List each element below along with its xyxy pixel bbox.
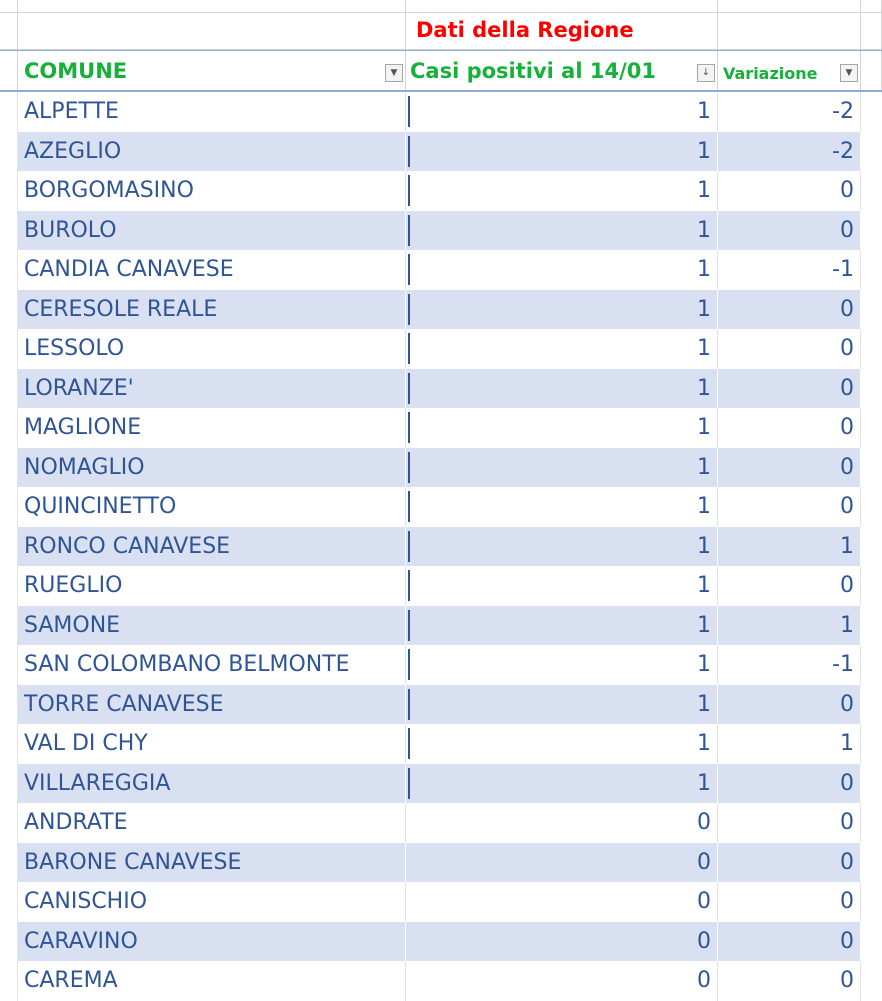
comune-name: LORANZE' <box>24 375 134 401</box>
variazione-cell[interactable] <box>718 329 861 369</box>
cell[interactable] <box>861 606 882 646</box>
cell[interactable] <box>0 527 18 567</box>
casi-value: 1 <box>697 494 711 519</box>
variazione-value: 0 <box>840 691 854 717</box>
table-row <box>0 922 882 962</box>
comune-name: CARAVINO <box>24 928 138 954</box>
cell[interactable] <box>0 843 18 883</box>
cell[interactable] <box>0 329 18 369</box>
variazione-cell[interactable] <box>718 250 861 290</box>
variazione-value: 0 <box>840 573 854 598</box>
variazione-cell[interactable] <box>718 369 861 409</box>
casi-value: 1 <box>697 731 711 756</box>
cell[interactable] <box>861 51 882 90</box>
cell[interactable] <box>18 0 406 12</box>
cell[interactable] <box>861 290 882 330</box>
cell[interactable] <box>0 171 18 211</box>
variazione-value: 1 <box>840 731 854 756</box>
cell[interactable] <box>0 882 18 922</box>
cell[interactable] <box>0 211 18 251</box>
casi-cell[interactable] <box>406 92 718 132</box>
variazione-cell[interactable] <box>718 843 861 883</box>
cell[interactable] <box>0 92 18 132</box>
casi-value: 1 <box>697 691 711 717</box>
header-variazione[interactable] <box>718 51 861 90</box>
casi-value: 1 <box>697 99 711 124</box>
comune-cell[interactable] <box>18 645 406 685</box>
cell[interactable] <box>0 566 18 606</box>
header-variazione-label: Variazione <box>723 64 818 83</box>
cell[interactable] <box>861 882 882 922</box>
comune-name: BUROLO <box>24 217 117 243</box>
variazione-cell[interactable] <box>718 724 861 764</box>
comune-name: SAMONE <box>24 612 121 638</box>
casi-cell[interactable] <box>406 448 718 488</box>
variazione-value: -1 <box>832 257 854 282</box>
casi-cell[interactable] <box>406 132 718 172</box>
cell[interactable] <box>0 290 18 330</box>
variazione-cell[interactable] <box>718 527 861 567</box>
cell[interactable] <box>861 0 882 12</box>
variazione-cell[interactable] <box>718 290 861 330</box>
cell[interactable] <box>861 408 882 448</box>
data-bar-marker <box>408 254 410 285</box>
cell[interactable] <box>0 487 18 527</box>
casi-cell[interactable] <box>406 329 718 369</box>
cell[interactable] <box>861 171 882 211</box>
cell[interactable] <box>0 448 18 488</box>
casi-cell[interactable] <box>406 606 718 646</box>
variazione-cell[interactable] <box>718 803 861 843</box>
cell[interactable] <box>0 724 18 764</box>
region-title-row <box>0 12 882 50</box>
casi-cell[interactable] <box>406 843 718 883</box>
comune-name: VILLAREGGIA <box>24 770 171 796</box>
header-casi-label: Casi positivi al 14/01 <box>410 59 656 83</box>
comune-name: LESSOLO <box>24 336 125 361</box>
comune-cell[interactable] <box>18 448 406 488</box>
data-bar-marker <box>408 294 410 325</box>
comune-name: CANISCHIO <box>24 889 148 914</box>
comune-cell[interactable] <box>18 922 406 962</box>
casi-cell[interactable] <box>406 290 718 330</box>
casi-cell[interactable] <box>406 922 718 962</box>
header-comune-label: COMUNE <box>24 59 128 83</box>
table-row <box>0 606 882 646</box>
casi-value: 1 <box>697 296 711 322</box>
region-title-cell[interactable] <box>406 12 718 50</box>
casi-value: 1 <box>697 770 711 796</box>
variazione-value: 0 <box>840 217 854 243</box>
data-bar-marker <box>408 373 410 404</box>
casi-value: 1 <box>697 257 711 282</box>
comune-name: RUEGLIO <box>24 573 123 598</box>
cell[interactable] <box>861 487 882 527</box>
variazione-cell[interactable] <box>718 882 861 922</box>
data-bar-marker <box>408 649 410 680</box>
comune-cell[interactable] <box>18 724 406 764</box>
cell[interactable] <box>0 764 18 804</box>
table-row <box>0 290 882 330</box>
cell[interactable] <box>0 803 18 843</box>
data-bar-marker <box>408 452 410 483</box>
variazione-filter-button[interactable] <box>840 64 858 82</box>
cell[interactable] <box>861 369 882 409</box>
comune-cell[interactable] <box>18 843 406 883</box>
dropdown-arrow-icon: ▼ <box>845 68 853 78</box>
variazione-value: 0 <box>840 178 854 203</box>
table-row <box>0 250 882 290</box>
data-bar-marker <box>408 333 410 364</box>
cell[interactable] <box>861 843 882 883</box>
casi-cell[interactable] <box>406 961 718 1001</box>
data-bar-marker <box>408 215 410 246</box>
data-bar-marker <box>408 728 410 759</box>
comune-name: CAREMA <box>24 968 118 993</box>
comune-cell[interactable] <box>18 369 406 409</box>
comune-cell[interactable] <box>18 250 406 290</box>
cell[interactable] <box>861 250 882 290</box>
table-header-row <box>0 50 882 92</box>
casi-value: 1 <box>697 652 711 677</box>
data-bar-marker <box>408 175 410 206</box>
cell[interactable] <box>0 606 18 646</box>
casi-value: 1 <box>697 336 711 361</box>
variazione-cell[interactable] <box>718 922 861 962</box>
cell[interactable] <box>0 961 18 1001</box>
table-row <box>0 527 882 567</box>
cell[interactable] <box>0 250 18 290</box>
casi-cell[interactable] <box>406 882 718 922</box>
table-row <box>0 487 882 527</box>
cell[interactable] <box>0 369 18 409</box>
variazione-cell[interactable] <box>718 408 861 448</box>
casi-cell[interactable] <box>406 724 718 764</box>
dropdown-arrow-icon: ▼ <box>390 68 398 78</box>
cell[interactable] <box>861 329 882 369</box>
variazione-value: 0 <box>840 336 854 361</box>
variazione-cell[interactable] <box>718 961 861 1001</box>
cell[interactable] <box>0 685 18 725</box>
casi-cell[interactable] <box>406 764 718 804</box>
casi-cell[interactable] <box>406 803 718 843</box>
data-bar-marker <box>408 491 410 522</box>
variazione-cell[interactable] <box>718 171 861 211</box>
variazione-value: 0 <box>840 454 854 480</box>
data-bar-marker <box>408 531 410 562</box>
table-row <box>0 132 882 172</box>
variazione-value: 0 <box>840 810 854 835</box>
casi-cell[interactable] <box>406 645 718 685</box>
comune-name: BARONE CANAVESE <box>24 849 242 875</box>
cell[interactable] <box>718 0 861 12</box>
variazione-value: 0 <box>840 889 854 914</box>
cell[interactable] <box>406 0 718 12</box>
table-row <box>0 329 882 369</box>
variazione-cell[interactable] <box>718 645 861 685</box>
variazione-value: 0 <box>840 296 854 322</box>
cell[interactable] <box>861 448 882 488</box>
table-row <box>0 724 882 764</box>
header-comune[interactable] <box>18 51 406 90</box>
casi-value: 1 <box>697 178 711 203</box>
comune-cell[interactable] <box>18 527 406 567</box>
cell[interactable] <box>861 566 882 606</box>
comune-cell[interactable] <box>18 329 406 369</box>
comune-cell[interactable] <box>18 961 406 1001</box>
casi-cell[interactable] <box>406 250 718 290</box>
casi-value: 1 <box>697 454 711 480</box>
comune-cell[interactable] <box>18 685 406 725</box>
comune-cell[interactable] <box>18 92 406 132</box>
data-bar-marker <box>408 610 410 641</box>
variazione-value: 1 <box>840 533 854 559</box>
comune-cell[interactable] <box>18 171 406 211</box>
cell[interactable] <box>861 92 882 132</box>
variazione-cell[interactable] <box>718 211 861 251</box>
variazione-value: 0 <box>840 928 854 954</box>
comune-cell[interactable] <box>18 764 406 804</box>
comune-name: BORGOMASINO <box>24 178 194 203</box>
table-row <box>0 171 882 211</box>
cell[interactable] <box>861 527 882 567</box>
comune-cell[interactable] <box>18 803 406 843</box>
variazione-cell[interactable] <box>718 566 861 606</box>
variazione-cell[interactable] <box>718 132 861 172</box>
cell[interactable] <box>718 12 861 50</box>
cell[interactable] <box>861 724 882 764</box>
casi-cell[interactable] <box>406 171 718 211</box>
variazione-cell[interactable] <box>718 764 861 804</box>
casi-sort-filter-button[interactable] <box>697 64 715 82</box>
cell[interactable] <box>0 922 18 962</box>
comune-name: MAGLIONE <box>24 415 142 440</box>
variazione-value: 0 <box>840 968 854 993</box>
comune-cell[interactable] <box>18 606 406 646</box>
cell[interactable] <box>861 685 882 725</box>
casi-cell[interactable] <box>406 408 718 448</box>
variazione-cell[interactable] <box>718 448 861 488</box>
comune-name: TORRE CANAVESE <box>24 691 224 717</box>
data-bar-marker <box>408 570 410 601</box>
table-row <box>0 685 882 725</box>
comune-name: RONCO CANAVESE <box>24 533 231 559</box>
casi-cell[interactable] <box>406 527 718 567</box>
casi-value: 0 <box>697 849 711 875</box>
casi-value: 1 <box>697 533 711 559</box>
casi-cell[interactable] <box>406 211 718 251</box>
variazione-value: -2 <box>832 99 854 124</box>
cell[interactable] <box>861 803 882 843</box>
data-bar-marker <box>408 136 410 167</box>
casi-value: 0 <box>697 928 711 954</box>
casi-value: 0 <box>697 889 711 914</box>
variazione-value: 1 <box>840 612 854 638</box>
comune-name: CANDIA CANAVESE <box>24 257 234 282</box>
variazione-cell[interactable] <box>718 92 861 132</box>
casi-cell[interactable] <box>406 566 718 606</box>
casi-value: 1 <box>697 573 711 598</box>
table-row <box>0 211 882 251</box>
table-row <box>0 448 882 488</box>
table-row <box>0 882 882 922</box>
comune-cell[interactable] <box>18 487 406 527</box>
cell[interactable] <box>861 764 882 804</box>
table-row <box>0 92 882 132</box>
comune-name: NOMAGLIO <box>24 454 145 480</box>
cell[interactable] <box>861 12 882 50</box>
casi-value: 1 <box>697 138 711 164</box>
comune-cell[interactable] <box>18 882 406 922</box>
data-bar-marker <box>408 689 410 720</box>
comune-name: SAN COLOMBANO BELMONTE <box>24 652 350 677</box>
cell[interactable] <box>0 645 18 685</box>
comune-filter-button[interactable] <box>385 64 403 82</box>
cell[interactable] <box>0 0 18 12</box>
comune-cell[interactable] <box>18 132 406 172</box>
cell[interactable] <box>861 922 882 962</box>
comune-cell[interactable] <box>18 408 406 448</box>
cell[interactable] <box>861 132 882 172</box>
casi-cell[interactable] <box>406 685 718 725</box>
variazione-cell[interactable] <box>718 487 861 527</box>
casi-value: 0 <box>697 968 711 993</box>
region-title: Dati della Regione <box>416 18 634 42</box>
casi-value: 1 <box>697 415 711 440</box>
table-row <box>0 369 882 409</box>
variazione-cell[interactable] <box>718 685 861 725</box>
cell[interactable] <box>0 408 18 448</box>
casi-cell[interactable] <box>406 487 718 527</box>
comune-name: ALPETTE <box>24 99 119 124</box>
table-row <box>0 961 882 1001</box>
variazione-value: 0 <box>840 494 854 519</box>
table-row <box>0 645 882 685</box>
casi-value: 1 <box>697 612 711 638</box>
data-bar-marker <box>408 96 410 127</box>
sort-descending-filter-icon: ↓ <box>701 67 711 78</box>
casi-value: 1 <box>697 375 711 401</box>
casi-cell[interactable] <box>406 369 718 409</box>
variazione-value: 0 <box>840 770 854 796</box>
comune-name: QUINCINETTO <box>24 494 177 519</box>
variazione-value: -2 <box>832 138 854 164</box>
data-bar-marker <box>408 412 410 443</box>
cell[interactable] <box>861 961 882 1001</box>
comune-cell[interactable] <box>18 211 406 251</box>
data-bar-marker <box>408 768 410 799</box>
cell[interactable] <box>0 12 18 50</box>
casi-value: 1 <box>697 217 711 243</box>
cell[interactable] <box>861 211 882 251</box>
cell[interactable] <box>0 51 18 90</box>
comune-name: VAL DI CHY <box>24 731 148 756</box>
cell[interactable] <box>0 132 18 172</box>
casi-value: 0 <box>697 810 711 835</box>
table-row <box>0 408 882 448</box>
cell[interactable] <box>861 645 882 685</box>
variazione-value: 0 <box>840 375 854 401</box>
table-row <box>0 803 882 843</box>
variazione-value: 0 <box>840 415 854 440</box>
table-row <box>0 566 882 606</box>
cell[interactable] <box>18 12 406 50</box>
comune-cell[interactable] <box>18 290 406 330</box>
variazione-value: -1 <box>832 652 854 677</box>
variazione-value: 0 <box>840 849 854 875</box>
comune-cell[interactable] <box>18 566 406 606</box>
table-row <box>0 843 882 883</box>
variazione-cell[interactable] <box>718 606 861 646</box>
comune-name: CERESOLE REALE <box>24 296 218 322</box>
table-row <box>0 764 882 804</box>
comune-name: AZEGLIO <box>24 138 122 164</box>
header-casi[interactable] <box>406 51 718 90</box>
comune-name: ANDRATE <box>24 810 128 835</box>
